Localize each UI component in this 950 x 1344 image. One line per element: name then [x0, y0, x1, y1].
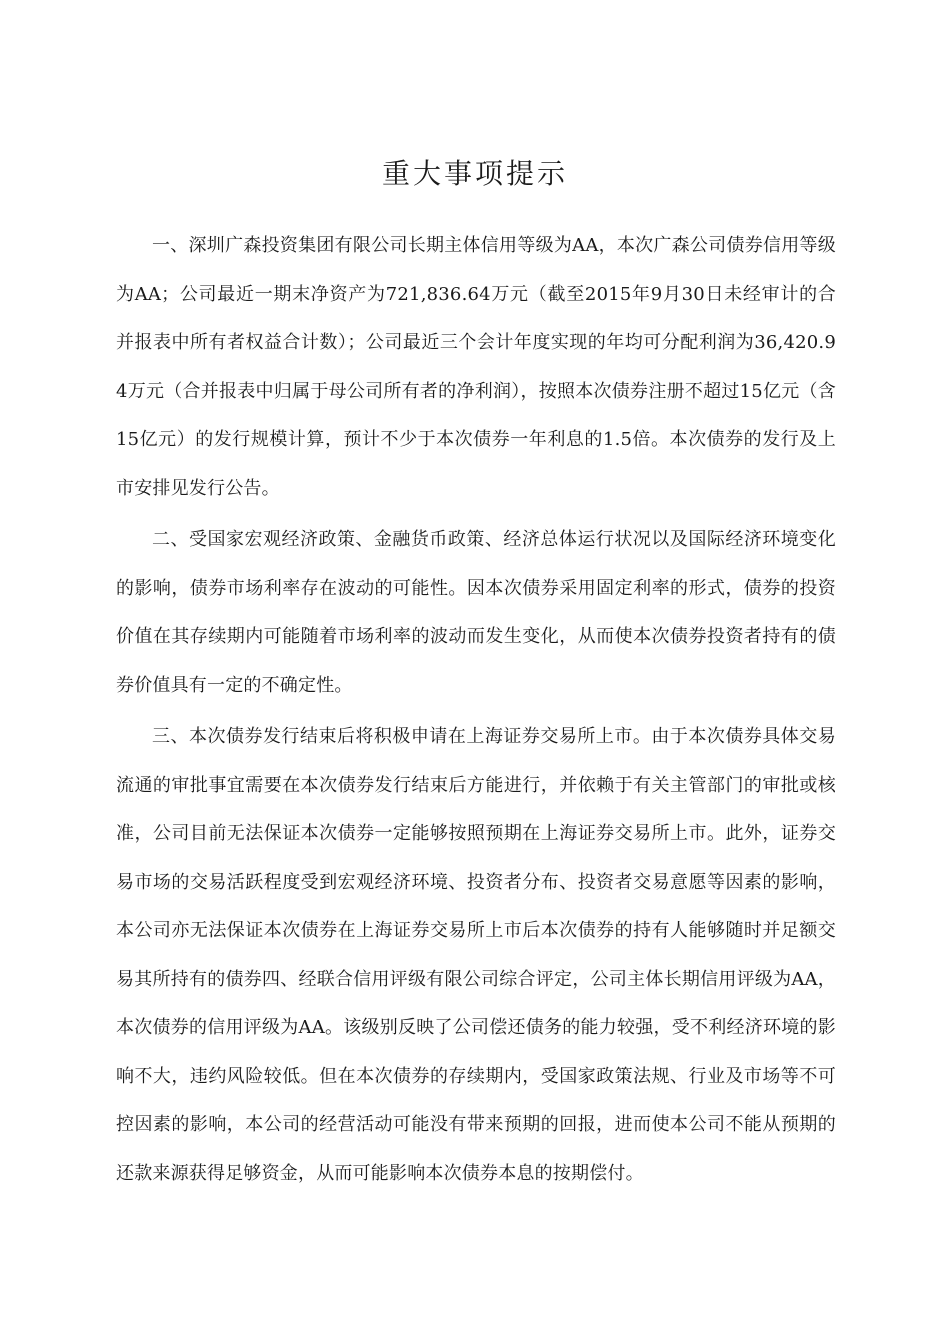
paragraph-2: 二、受国家宏观经济政策、金融货币政策、经济总体运行状况以及国际经济环境变化的影响，债券市场利率存在波动的可能性。因本次债券采用固定利率的形式，债券的投资价值在其存续期内可能随着市场利率的波动而发生变化，从而使本次债券投资者持有的债券价值具有一定的不确定性。: [116, 529, 836, 696]
paragraph-1: 一、深圳广森投资集团有限公司长期主体信用等级为AA，本次广森公司债券信用等级为AA；公司最近一期末净资产为721,836.64万元（截至2015年9月30日未经审计的合并报表中所有者权益合计数）；公司最近三个会计年度实现的年均可分配利润为36,420.94万元（合并报表中归属于母公司所有者的净利润），按照本次债券注册不超过15亿元（含15亿元）的发行规模计算，预计不少于本次债券一年利息的1.5倍。本次债券的发行及上市安排见发行公告。: [116, 235, 836, 499]
page-title: 重大事项提示: [381, 157, 568, 190]
paragraph-3: 三、本次债券发行结束后将积极申请在上海证券交易所上市。由于本次债券具体交易流通的审批事宜需要在本次债券发行结束后方能进行，并依赖于有关主管部门的审批或核准，公司目前无法保证本次债券一定能够按照预期在上海证券交易所上市。此外，证券交易市场的交易活跃程度受到宏观经济环境、投资者分布、投资者交易意愿等因素的影响，本公司亦无法保证本次债券在上海证券交易所上市后本次债券的持有人能够随时并足额交易其所持有的债券四、经联合信用评级有限公司综合评定，公司主体长期信用评级为AA，本次债券的信用评级为AA。该级别反映了公司偿还债务的能力较强，受不利经济环境的影响不大，违约风险较低。但在本次债券的存续期内，受国家政策法规、行业及市场等不可控因素的影响，本公司的经营活动可能没有带来预期的回报，进而使本公司不能从预期的还款来源获得足够资金，从而可能影响本次债券本息的按期偿付。: [116, 726, 836, 1184]
document-body: [116, 222, 836, 1201]
